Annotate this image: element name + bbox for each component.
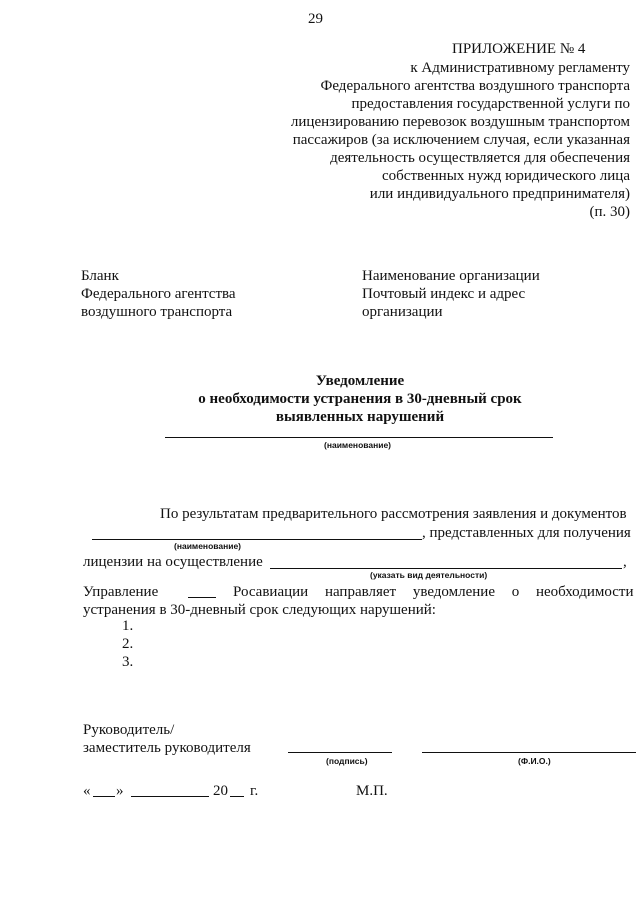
fio-underline [422, 752, 636, 753]
activity-caption: (указать вид деятельности) [370, 570, 488, 580]
license-suffix: , [623, 554, 627, 570]
recipient-line: организации [362, 304, 443, 320]
body-intro: По результатам предварительного рассмотрения заявления и документов [160, 506, 627, 522]
list-item: 1. [122, 618, 134, 634]
date-close-quote: » [116, 783, 124, 799]
date-year-blank [230, 796, 244, 797]
submitted-name-caption: (наименование) [174, 541, 242, 551]
heading-name-caption: (наименование) [324, 440, 392, 450]
body-submitted-suffix: , представленных для получения [422, 525, 631, 541]
appendix-line: Федерального агентства воздушного транспорта [320, 78, 630, 94]
appendix-line: (п. 30) [589, 204, 630, 220]
appendix-line: или индивидуального предпринимателя) [369, 186, 630, 202]
appendix-line: деятельность осуществляется для обеспечения [330, 150, 630, 166]
heading-line: о необходимости устранения в 30-дневный срок [198, 391, 522, 407]
date-day-blank [93, 796, 115, 797]
sender-line: Федерального агентства [81, 286, 236, 302]
sender-block [81, 267, 236, 321]
heading-name-underline [165, 437, 553, 438]
sender-line: воздушного транспорта [81, 304, 233, 320]
heading-line: выявленных нарушений [275, 409, 445, 425]
submitted-name-underline [92, 539, 422, 540]
appendix-line: к Административному регламенту [410, 60, 630, 76]
recipient-block [362, 267, 540, 321]
license-prefix: лицензии на осуществление [83, 554, 263, 570]
date-open-quote: « [83, 783, 91, 799]
recipient-line: Почтовый индекс и адрес [362, 286, 526, 302]
appendix-line: собственных нужд юридического лица [382, 168, 630, 184]
appendix-block [210, 59, 630, 221]
signature-caption: (подпись) [326, 756, 368, 766]
signature-underline [288, 752, 392, 753]
heading-line: Уведомление [315, 373, 405, 389]
sender-line: Бланк [81, 268, 119, 284]
appendix-line: лицензированию перевозок воздушным транспортом [290, 114, 630, 130]
violations-list [122, 617, 133, 671]
directorate-rest: Росавиации направляет уведомление о необходимости [233, 584, 634, 600]
notice-heading [100, 372, 620, 426]
list-item: 3. [122, 654, 134, 670]
directorate-blank [188, 597, 216, 598]
appendix-title: ПРИЛОЖЕНИЕ № 4 [452, 41, 586, 57]
directorate-word: Управление [83, 584, 159, 600]
page-number: 29 [308, 11, 323, 27]
role-line: Руководитель/ [83, 722, 175, 738]
signature-role [83, 721, 251, 757]
role-line: заместитель руководителя [83, 740, 251, 756]
list-item: 2. [122, 636, 134, 652]
appendix-line: предоставления государственной услуги по [351, 96, 630, 112]
recipient-line: Наименование организации [362, 268, 540, 284]
directorate-line2: устранения в 30-дневный срок следующих нарушений: [83, 602, 436, 618]
stamp-mark: М.П. [356, 783, 388, 799]
activity-underline [270, 568, 622, 569]
appendix-line: пассажиров (за исключением случая, если указанная [292, 132, 630, 148]
date-year-suffix: г. [250, 783, 259, 799]
fio-caption: (Ф.И.О.) [518, 756, 551, 766]
date-year-prefix: 20 [213, 783, 228, 799]
date-month-blank [131, 796, 209, 797]
